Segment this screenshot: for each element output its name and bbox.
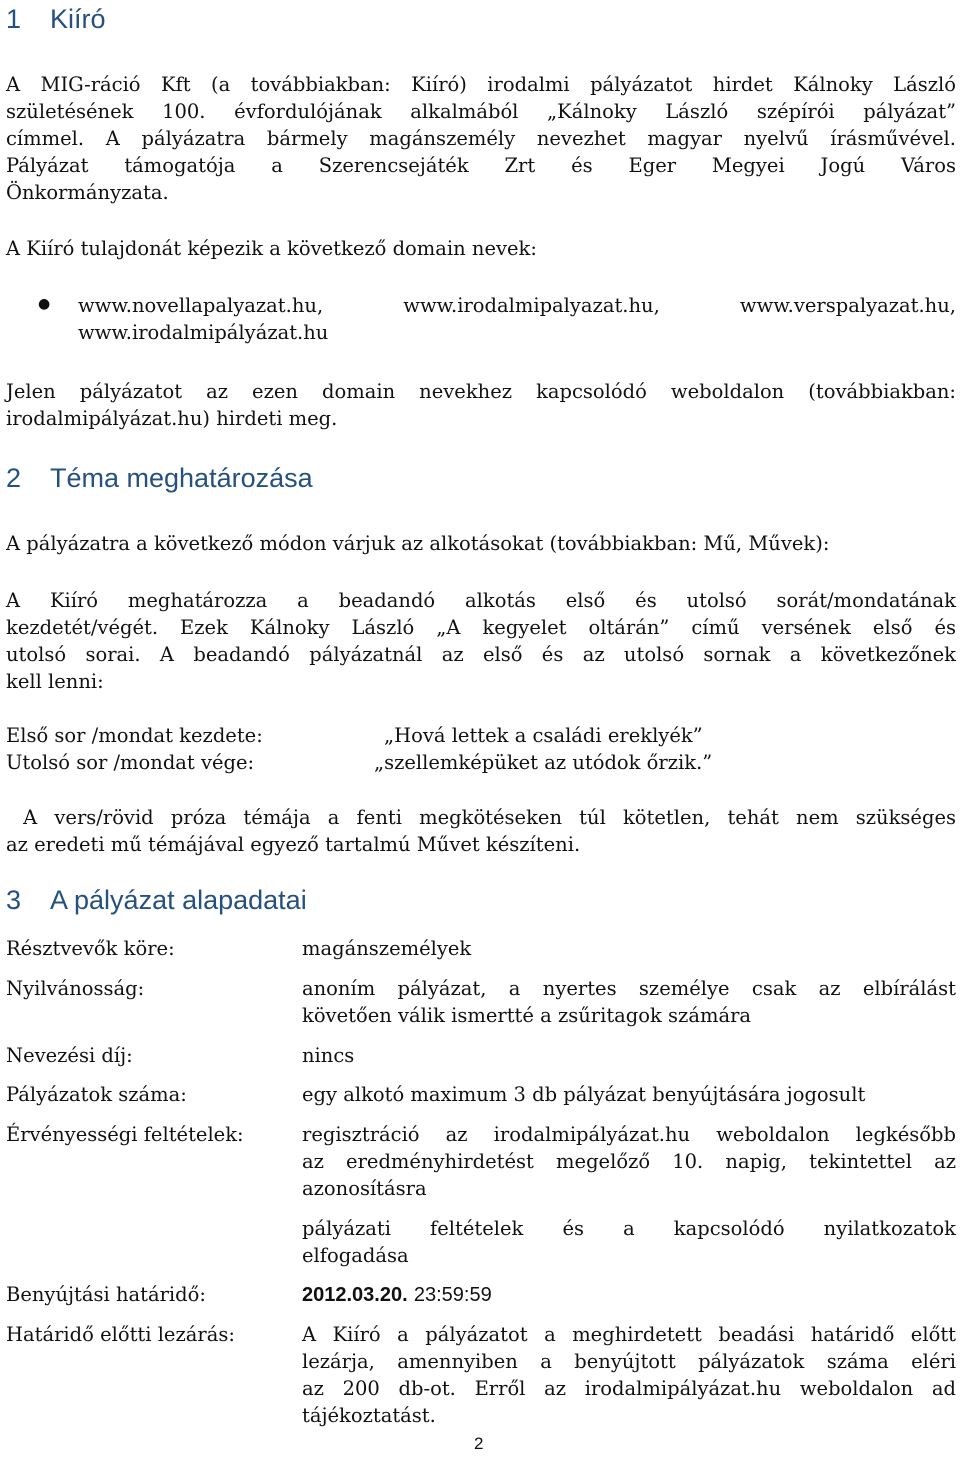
- text-line: azonosításra: [302, 1177, 427, 1200]
- domains-intro: A Kiíró tulajdonát képezik a következő domain nevek:: [6, 237, 537, 260]
- text-line: Pályázat támogatója a Szerencsejáték Zrt és Eger Megyei Jogú Város: [6, 154, 956, 177]
- section-heading-1: [6, 2, 106, 36]
- text-line: elfogadása: [302, 1244, 409, 1267]
- section-title: Kiíró: [50, 4, 106, 34]
- text-line: A vers/rövid próza témája a fenti megkötéseken túl kötetlen, tehát nem szükséges: [6, 806, 956, 829]
- field-value: [302, 1321, 956, 1429]
- section-heading-2: [6, 461, 313, 495]
- field-label: Határidő előtti lezárás:: [6, 1323, 235, 1346]
- first-line-value: „Hová lettek a családi ereklyék”: [384, 724, 703, 747]
- last-line-label: Utolsó sor /mondat vége:: [6, 751, 255, 774]
- text-line: tájékoztatást.: [302, 1404, 436, 1427]
- deadline-date: 2012.03.20.: [302, 1284, 408, 1306]
- section-title: A pályázat alapadatai: [50, 885, 307, 915]
- field-label: Pályázatok száma:: [6, 1083, 187, 1106]
- text-line: A Kiíró a pályázatot a meghirdetett beadási határidő előtt: [302, 1323, 956, 1346]
- text-line: az eredményhirdetést megelőző 10. napig, tekintettel az: [302, 1150, 956, 1173]
- page-number: 2: [474, 1434, 484, 1453]
- text-line: címmel. A pályázatra bármely magánszemély nevezhet magyar nyelvű írásművével.: [6, 127, 956, 150]
- field-value: [302, 1081, 956, 1108]
- section-title: Téma meghatározása: [50, 463, 313, 493]
- section-number: 1: [6, 4, 22, 34]
- domains-line: www.irodalmipályázat.hu: [78, 321, 329, 344]
- domains-line: www.novellapalyazat.hu, www.irodalmipalyazat.hu, www.verspalyazat.hu,: [78, 294, 956, 317]
- text-line: A Kiíró meghatározza a beadandó alkotás első és utolsó sorát/mondatának: [6, 589, 956, 612]
- deadline-time: 23:59:59: [413, 1284, 492, 1306]
- text-line: kell lenni:: [6, 670, 104, 693]
- text-line: lezárja, amennyiben a benyújtott pályázatok száma eléri: [302, 1350, 956, 1373]
- section-heading-3: [6, 883, 307, 917]
- domain-list-item: [78, 292, 956, 346]
- text-line: anoním pályázat, a nyertes személye csak az elbírálást: [302, 977, 956, 1000]
- deadline-value: [302, 1281, 956, 1309]
- text-line: irodalmipályázat.hu) hirdeti meg.: [6, 407, 338, 430]
- text-line: az 200 db-ot. Erről az irodalmipályázat.hu weboldalon ad: [302, 1377, 956, 1400]
- last-line-value: „szellemképüket az utódok őrzik.”: [374, 751, 713, 774]
- text-line: A MIG-ráció Kft (a továbbiakban: Kiíró) irodalmi pályázatot hirdet Kálnoky László: [6, 73, 956, 96]
- section-1-closing: [6, 378, 956, 432]
- text-line: nincs: [302, 1044, 355, 1067]
- field-value: [302, 1215, 956, 1269]
- field-value: [302, 935, 956, 962]
- text-line: születésének 100. évfordulójának alkalmából „Kálnoky László szépírói pályázat”: [6, 100, 956, 123]
- field-label: Nevezési díj:: [6, 1044, 133, 1067]
- section-number: 2: [6, 463, 22, 493]
- text-line: Önkormányzata.: [6, 181, 169, 204]
- text-line: kezdetét/végét. Ezek Kálnoky László „A kegyelet oltárán” című versének első és: [6, 616, 956, 639]
- field-label: Résztvevők köre:: [6, 937, 175, 960]
- section-1-intro: [6, 71, 956, 206]
- field-label: Érvényességi feltételek:: [6, 1123, 244, 1146]
- text-line: egy alkotó maximum 3 db pályázat benyújtására jogosult: [302, 1083, 866, 1106]
- text-line: Jelen pályázatot az ezen domain nevekhez kapcsolódó weboldalon (továbbiakban:: [6, 380, 956, 403]
- text-line: magánszemélyek: [302, 937, 472, 960]
- field-value: [302, 1121, 956, 1202]
- field-value: [302, 975, 956, 1029]
- bullet-icon: ●: [38, 296, 51, 312]
- section-number: 3: [6, 885, 22, 915]
- section-2-para-3: [6, 804, 956, 858]
- text-line: regisztráció az irodalmipályázat.hu weboldalon legkésőbb: [302, 1123, 956, 1146]
- first-line-label: Első sor /mondat kezdete:: [6, 724, 263, 747]
- text-line: követően válik ismertté a zsűritagok számára: [302, 1004, 752, 1027]
- field-label: Benyújtási határidő:: [6, 1283, 206, 1306]
- text-line: pályázati feltételek és a kapcsolódó nyilatkozatok: [302, 1217, 956, 1240]
- field-label: Nyilvánosság:: [6, 977, 145, 1000]
- text-line: az eredeti mű témájával egyező tartalmú Művet készíteni.: [6, 833, 581, 856]
- section-2-para-2: [6, 587, 956, 695]
- text-line: utolsó sorai. A beadandó pályázatnál az első és az utolsó sornak a következőnek: [6, 643, 956, 666]
- field-value: [302, 1042, 956, 1069]
- section-2-para-1: A pályázatra a következő módon várjuk az alkotásokat (továbbiakban: Mű, Művek):: [6, 532, 830, 555]
